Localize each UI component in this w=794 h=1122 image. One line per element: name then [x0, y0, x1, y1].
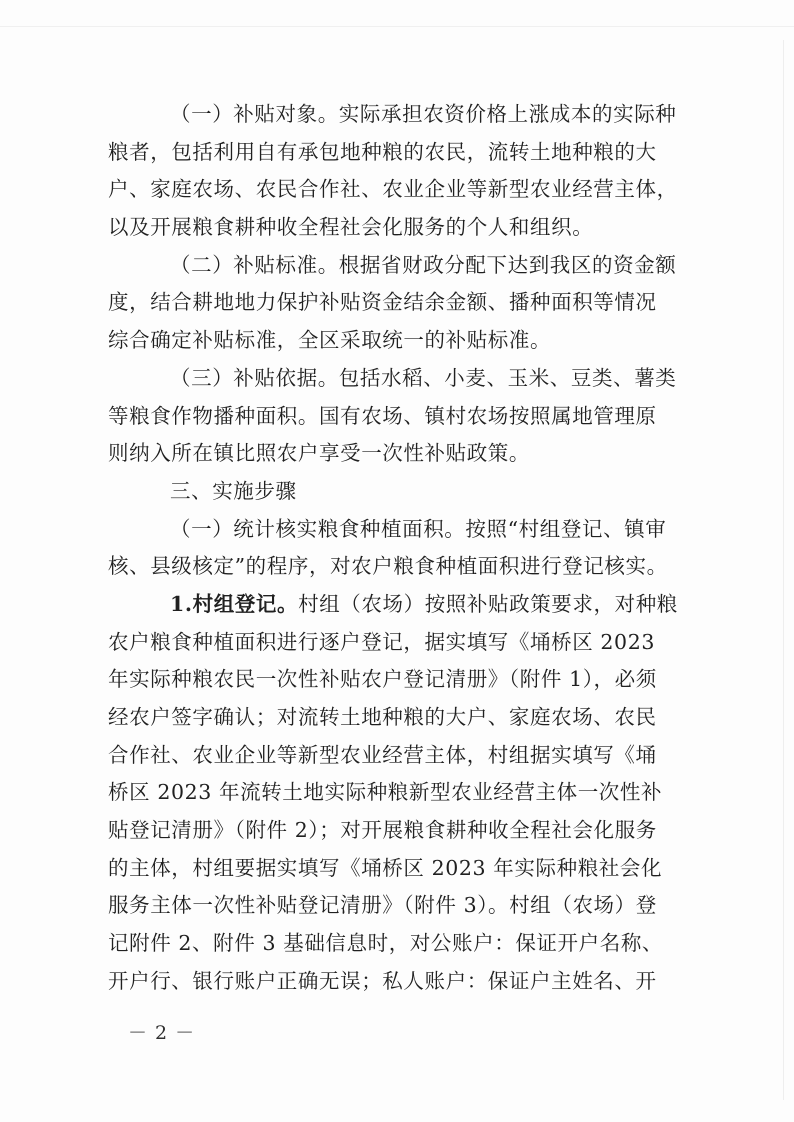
paragraph-line: 度，结合耕地地力保护补贴资金结余金额、播种面积等情况 [108, 290, 657, 315]
paragraph-line: （二）补贴标准。根据省财政分配下达到我区的资金额 [170, 252, 677, 277]
paragraph-line: 桥区 2023 年流转土地实际种粮新型农业经营主体一次性补 [108, 780, 663, 805]
page-number: － 2 － [128, 1022, 196, 1044]
paragraph-line: 农户粮食种植面积进行逐户登记，据实填写《埇桥区 2023 [108, 629, 655, 654]
section-heading: 三、实施步骤 [170, 478, 297, 503]
paragraph-line: 等粮食作物播种面积。国有农场、镇村农场按照属地管理原 [108, 403, 657, 428]
lead-continuation-text: 村组（农场）按照补贴政策要求，对种粮 [298, 591, 678, 616]
paragraph-line: 户、家庭农场、农民合作社、农业企业等新型农业经营主体， [108, 177, 678, 202]
paragraph-line: 贴登记清册》（附件 2）；对开展粮食耕种收全程社会化服务 [108, 818, 657, 843]
paragraph-line: 经农户签字确认；对流转土地种粮的大户、家庭农场、农民 [108, 705, 657, 729]
paragraph-line: 的主体，村组要据实填写《埇桥区 2023 年实际种粮社会化 [108, 855, 663, 880]
scan-edge-line [0, 26, 794, 27]
paragraph-line: 粮者，包括利用自有承包地种粮的农民，流转土地种粮的大 [108, 139, 657, 164]
paragraph-line: 服务主体一次性补贴登记清册》（附件 3）。村组（农场）登 [108, 893, 657, 918]
paragraph-line: 开户行、银行账户正确无误；私人账户：保证户主姓名、开 [108, 968, 657, 993]
bold-lead-text: 1.村组登记。 [170, 591, 299, 616]
paragraph-line: 合作社、农业企业等新型农业经营主体，村组据实填写《埇 [108, 742, 657, 767]
paragraph-line: 以及开展粮食耕种收全程社会化服务的个人和组织。 [108, 215, 594, 240]
paragraph-line: 则纳入所在镇比照农户享受一次性补贴政策。 [108, 441, 530, 466]
paragraph-line: （一）补贴对象。实际承担农资价格上涨成本的实际种 [170, 102, 677, 126]
paragraph-line: 记附件 2、附件 3 基础信息时，对公账户：保证开户名称、 [108, 931, 664, 956]
paragraph-line: （三）补贴依据。包括水稻、小麦、玉米、豆类、薯类 [170, 365, 677, 390]
paragraph-line: 综合确定补贴标准，全区采取统一的补贴标准。 [108, 328, 552, 353]
scan-right-edge [783, 40, 784, 1100]
paragraph-line: （一）统计核实粮食种植面积。按照“村组登记、镇审 [170, 516, 667, 541]
paragraph-line: 年实际种粮农民一次性补贴农户登记清册》（附件 1），必须 [108, 667, 657, 692]
paragraph-line-with-lead [108, 586, 698, 624]
paragraph-line: 核、县级核定”的程序，对农户粮食种植面积进行登记核实。 [108, 554, 668, 579]
document-body [108, 96, 698, 1001]
